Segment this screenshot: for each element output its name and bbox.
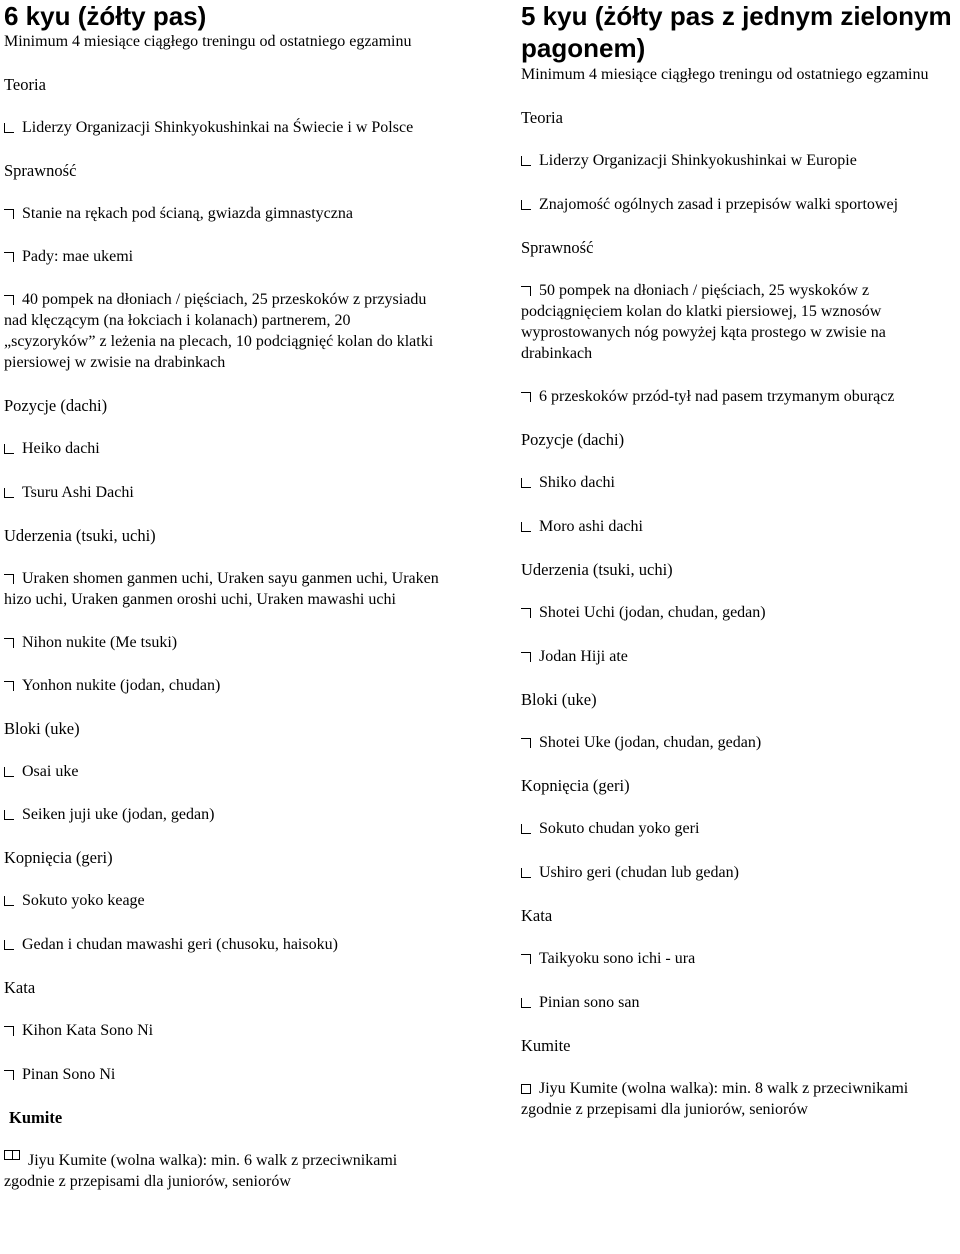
checkbox-icon <box>4 940 14 950</box>
checkbox-icon <box>4 574 14 584</box>
checkbox-icon <box>4 488 14 498</box>
left-kata-item-2: Pinan Sono Ni <box>4 1064 444 1085</box>
right-sprawnosc-item-1: 50 pompek na dłoniach / pięściach, 25 wyskoków z podciągnięciem kolan do klatki piersiowej, 15 wznosów wyprostowanych nóg powyżej kąta prostego w zwisie na drabinkach <box>521 282 886 362</box>
right-column <box>521 0 957 1120</box>
left-pozycje-item-1: Heiko dachi <box>4 438 444 459</box>
checkbox-icon <box>4 444 14 454</box>
checkbox-icon <box>4 1150 20 1160</box>
left-kumite-heading: Kumite <box>9 1108 63 1127</box>
right-sprawnosc-item-2: 6 przeskoków przód-tył nad pasem trzymanym oburącz <box>521 386 957 407</box>
left-kopniecia-item-1: Sokuto yoko keage <box>4 890 444 911</box>
left-bloki-item-2: Seiken juji uke (jodan, gedan) <box>4 804 444 825</box>
left-kata-item-1: Kihon Kata Sono Ni <box>4 1020 444 1041</box>
left-uderzenia-item-1: Uraken shomen ganmen uchi, Uraken sayu ganmen uchi, Uraken hizo uchi, Uraken ganmen oroshi uchi, Uraken mawashi uchi <box>4 570 439 608</box>
right-kata-heading: Kata <box>521 906 553 925</box>
right-uderzenia-item-2: Jodan Hiji ate <box>521 646 957 667</box>
right-teoria-heading: Teoria <box>521 108 563 127</box>
right-teoria-item-1: Liderzy Organizacji Shinkyokushinkai w Europie <box>521 150 957 171</box>
left-teoria-heading: Teoria <box>4 75 46 94</box>
left-pozycje-heading: Pozycje (dachi) <box>4 396 108 415</box>
checkbox-icon <box>4 638 14 648</box>
left-kopniecia-item-2: Gedan i chudan mawashi geri (chusoku, haisoku) <box>4 934 444 955</box>
checkbox-icon <box>4 123 14 133</box>
right-sprawnosc-heading: Sprawność <box>521 238 594 257</box>
checkbox-icon <box>521 522 531 532</box>
right-bloki-heading: Bloki (uke) <box>521 690 597 709</box>
checkbox-icon <box>521 738 531 748</box>
left-uderzenia-heading: Uderzenia (tsuki, uchi) <box>4 526 156 545</box>
checkbox-icon <box>4 810 14 820</box>
checkbox-icon <box>4 1070 14 1080</box>
left-sprawnosc-heading: Sprawność <box>4 161 77 180</box>
right-bloki-item-1: Shotei Uke (jodan, chudan, gedan) <box>521 732 957 753</box>
checkbox-icon <box>521 998 531 1008</box>
right-teoria-item-2: Znajomość ogólnych zasad i przepisów walki sportowej <box>521 194 957 215</box>
right-uderzenia-heading: Uderzenia (tsuki, uchi) <box>521 560 673 579</box>
left-kumite-item-1: Jiyu Kumite (wolna walka): min. 6 walk z przeciwnikami zgodnie z przepisami dla juniorów, seniorów <box>4 1152 398 1190</box>
left-uderzenia-item-2: Nihon nukite (Me tsuki) <box>4 632 444 653</box>
left-sprawnosc-item-2: Pady: mae ukemi <box>4 246 444 267</box>
right-title: 5 kyu (żółty pas z jednym zielonym pagonem) <box>521 1 952 63</box>
right-kumite-item-1: Jiyu Kumite (wolna walka): min. 8 walk z przeciwnikami zgodnie z przepisami dla juniorów, seniorów <box>521 1080 909 1118</box>
left-pozycje-item-2: Tsuru Ashi Dachi <box>4 482 444 503</box>
right-pozycje-item-1: Shiko dachi <box>521 472 957 493</box>
checkbox-icon <box>4 209 14 219</box>
checkbox-icon <box>521 156 531 166</box>
checkbox-icon <box>4 896 14 906</box>
checkbox-icon <box>521 824 531 834</box>
left-sprawnosc-item-1: Stanie na rękach pod ścianą, gwiazda gimnastyczna <box>4 203 444 224</box>
right-kopniecia-item-2: Ushiro geri (chudan lub gedan) <box>521 862 957 883</box>
checkbox-icon <box>4 252 14 262</box>
left-sprawnosc-item-3: 40 pompek na dłoniach / pięściach, 25 przeskoków z przysiadu nad klęczącym (na łokciach i kolanach) partnerem, 20 „scyzoryków” z leżenia na plecach, 10 podciągnięć kolan do klatki piersiowej w zwisie na drabinkach <box>4 291 434 371</box>
right-requirement: Minimum 4 miesiące ciągłego treningu od ostatniego egzaminu <box>521 66 929 83</box>
checkbox-icon <box>4 295 14 305</box>
checkbox-icon <box>521 954 531 964</box>
left-column <box>4 0 444 1192</box>
checkbox-icon <box>521 200 531 210</box>
left-kopniecia-heading: Kopnięcia (geri) <box>4 848 113 867</box>
left-bloki-item-1: Osai uke <box>4 761 444 782</box>
checkbox-icon <box>521 652 531 662</box>
right-pozycje-heading: Pozycje (dachi) <box>521 430 625 449</box>
left-bloki-heading: Bloki (uke) <box>4 719 80 738</box>
checkbox-icon <box>4 1026 14 1036</box>
checkbox-icon <box>521 868 531 878</box>
right-uderzenia-item-1: Shotei Uchi (jodan, chudan, gedan) <box>521 602 957 623</box>
right-kopniecia-heading: Kopnięcia (geri) <box>521 776 630 795</box>
right-pozycje-item-2: Moro ashi dachi <box>521 516 957 537</box>
right-kopniecia-item-1: Sokuto chudan yoko geri <box>521 818 957 839</box>
checkbox-icon <box>521 392 531 402</box>
right-kata-item-1: Taikyoku sono ichi - ura <box>521 948 957 969</box>
right-kumite-heading: Kumite <box>521 1036 571 1055</box>
left-teoria-item-1: Liderzy Organizacji Shinkyokushinkai na Świecie i w Polsce <box>4 117 444 138</box>
right-kata-item-2: Pinian sono san <box>521 992 957 1013</box>
checkbox-icon <box>521 1084 531 1094</box>
checkbox-icon <box>4 767 14 777</box>
checkbox-icon <box>521 286 531 296</box>
checkbox-icon <box>521 608 531 618</box>
left-kata-heading: Kata <box>4 978 36 997</box>
left-uderzenia-item-3: Yonhon nukite (jodan, chudan) <box>4 675 444 696</box>
checkbox-icon <box>4 681 14 691</box>
left-title: 6 kyu (żółty pas) <box>4 1 207 31</box>
checkbox-icon <box>521 478 531 488</box>
left-requirement: Minimum 4 miesiące ciągłego treningu od ostatniego egzaminu <box>4 33 412 50</box>
